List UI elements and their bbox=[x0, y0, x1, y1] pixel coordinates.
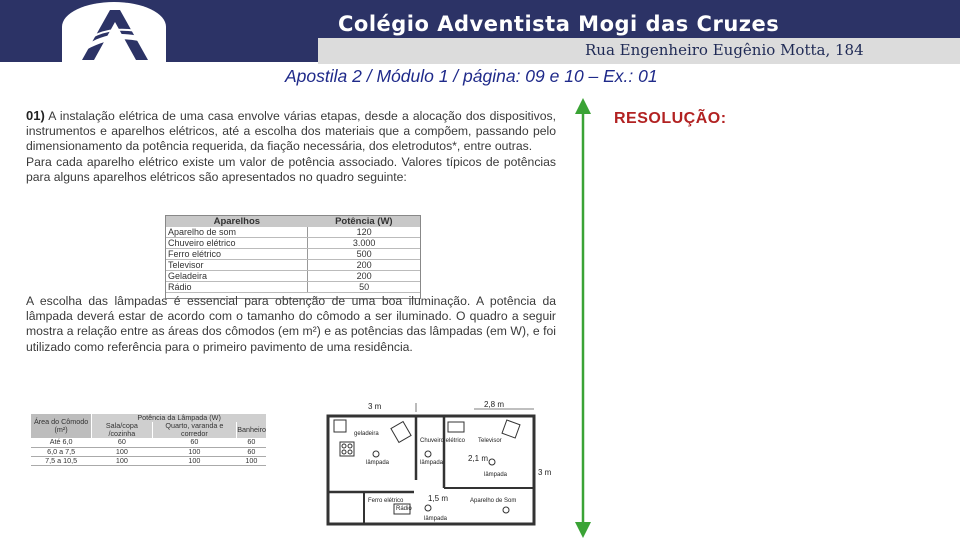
appliance-power: 500 bbox=[308, 249, 420, 260]
question-intro bbox=[26, 108, 556, 185]
appliance-name: Geladeira bbox=[166, 271, 308, 282]
appliance-name: Chuveiro elétrico bbox=[166, 238, 308, 249]
appliance-name: Televisor bbox=[166, 260, 308, 271]
table-row bbox=[166, 282, 420, 293]
appliance-name: Ferro elétrico bbox=[166, 249, 308, 260]
label-lampada-1: lâmpada bbox=[366, 460, 390, 466]
appliance-name: Aparelho de som bbox=[166, 227, 308, 238]
area-cell: 7,5 a 10,5 bbox=[31, 456, 92, 465]
power-cell: 100 bbox=[92, 456, 152, 465]
label-televisor: Televisor bbox=[478, 438, 502, 444]
lamp-table-area-header: Área do Cômodo (m²) bbox=[31, 414, 92, 438]
table-row bbox=[166, 271, 420, 282]
table-row bbox=[166, 227, 420, 238]
label-chuveiro: Chuveiro elétrico bbox=[420, 438, 466, 444]
power-cell: 100 bbox=[92, 447, 152, 456]
power-cell: 60 bbox=[237, 447, 266, 456]
page-title: Apostila 2 / Módulo 1 / página: 09 e 10 – Ex.: 01 bbox=[285, 66, 658, 86]
lamp-table-subheader: Sala/copa /cozinha bbox=[92, 422, 152, 438]
resolution-label: RESOLUÇÃO: bbox=[614, 110, 727, 127]
dim-right: 3 m bbox=[538, 468, 552, 477]
label-lampada-2: lâmpada bbox=[420, 460, 444, 466]
table-row bbox=[166, 249, 420, 260]
table-row bbox=[166, 238, 420, 249]
power-cell: 60 bbox=[237, 438, 266, 447]
school-logo bbox=[62, 2, 166, 64]
lamp-table bbox=[30, 414, 266, 478]
divider-double-arrow-icon bbox=[573, 98, 593, 538]
label-radio: Rádio bbox=[396, 506, 412, 512]
dim-bottom: 1,5 m bbox=[428, 494, 449, 503]
school-address: Rua Engenheiro Eugênio Motta, 184 bbox=[585, 41, 864, 59]
table-row bbox=[31, 438, 267, 447]
label-lampada-3: lâmpada bbox=[484, 472, 508, 478]
label-geladeira: geladeira bbox=[354, 431, 379, 437]
label-som: Aparelho de Som bbox=[470, 498, 517, 504]
power-cell: 100 bbox=[152, 447, 237, 456]
dim-top-left: 3 m bbox=[368, 402, 382, 411]
appliance-power: 50 bbox=[308, 282, 420, 293]
area-cell: 6,0 a 7,5 bbox=[31, 447, 92, 456]
power-cell: 100 bbox=[237, 456, 266, 465]
power-cell: 60 bbox=[152, 438, 237, 447]
intro-text: A instalação elétrica de uma casa envolve várias etapas, desde a alocação dos dispositivos, instrumentos e aparelhos elétricos, até a escolha dos materiais que a compõem, passando pelo dimensionamento da potência requerida, da fiação necessária, dos eletrodutos*, entre outras. bbox=[26, 109, 556, 154]
table-row bbox=[31, 447, 267, 456]
power-cell: 60 bbox=[92, 438, 152, 447]
power-cell: 100 bbox=[152, 456, 237, 465]
floor-plan bbox=[324, 398, 554, 528]
label-lampada-4: lâmpada bbox=[424, 516, 448, 522]
power-table-header: Aparelhos bbox=[166, 216, 308, 227]
appliance-power: 200 bbox=[308, 260, 420, 271]
label-ferro: Ferro elétrico bbox=[368, 498, 404, 504]
dim-top-right: 2,8 m bbox=[484, 400, 505, 409]
dim-middle: 2,1 m bbox=[468, 454, 489, 463]
school-name: Colégio Adventista Mogi das Cruzes bbox=[338, 12, 780, 36]
appliance-power: 120 bbox=[308, 227, 420, 238]
intro-text-2: Para cada aparelho elétrico existe um valor de potência associado. Valores típicos de potências para alguns aparelhos elétricos são apresentados no quadro seguinte: bbox=[26, 154, 556, 184]
area-cell: Até 6,0 bbox=[31, 438, 92, 447]
appliance-power: 200 bbox=[308, 271, 420, 282]
power-table bbox=[165, 215, 421, 299]
lamp-table-subheader: Banheiro bbox=[237, 422, 266, 438]
lamp-table-subheader: Quarto, varanda e corredor bbox=[152, 422, 237, 438]
lamp-table-power-header: Potência da Lâmpada (W) bbox=[92, 414, 266, 422]
table-row bbox=[31, 456, 267, 465]
question-number: 01) bbox=[26, 108, 45, 123]
appliance-name: Rádio bbox=[166, 282, 308, 293]
question-paragraph-2: A escolha das lâmpadas é essencial para obtenção de uma boa iluminação. A potência da lâmpada deverá estar de acordo com o tamanho do cômodo a ser iluminado. O quadro a seguir mostra a relação entre as áreas dos cômodos (em m²) e as potências das lâmpadas (em W), e foi utilizado como referência para o primeiro pavimento de uma residência. bbox=[26, 294, 556, 354]
power-table-header: Potência (W) bbox=[308, 216, 420, 227]
appliance-power: 3.000 bbox=[308, 238, 420, 249]
table-row bbox=[166, 260, 420, 271]
